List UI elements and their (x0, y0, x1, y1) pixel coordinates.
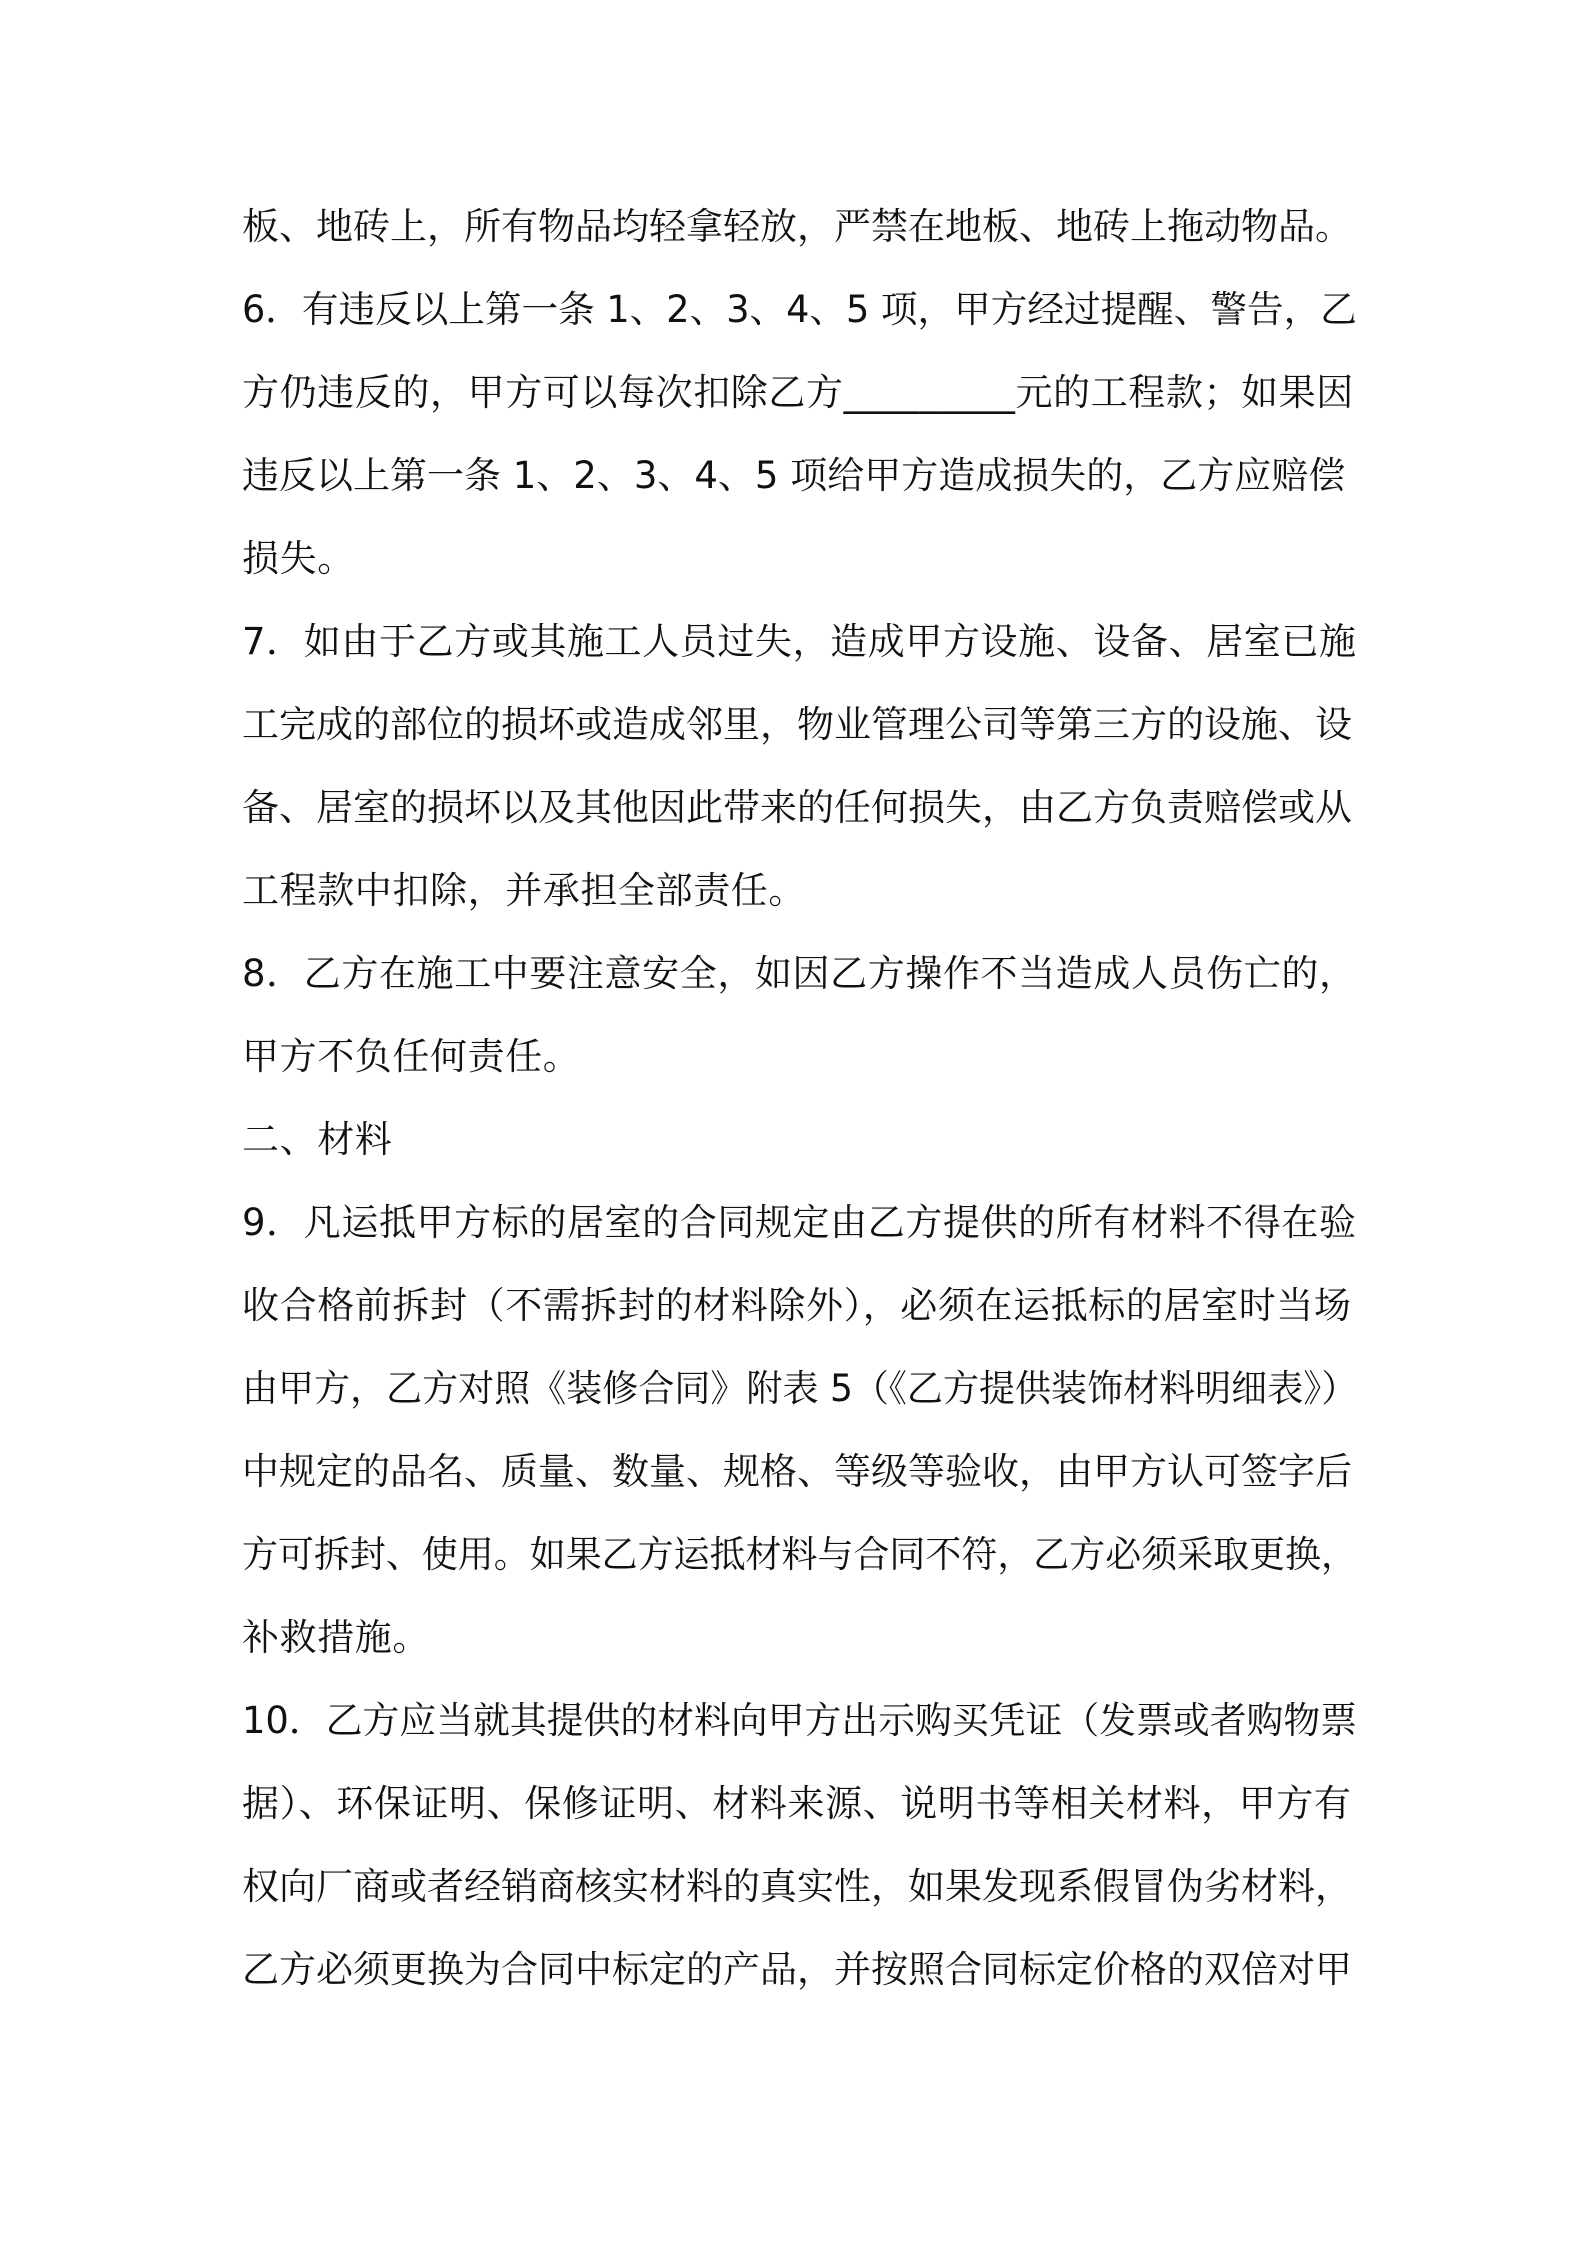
text-line: 9．凡运抵甲方标的居室的合同规定由乙方提供的所有材料不得在验 (242, 1201, 1357, 1244)
text-line: 板、地砖上，所有物品均轻拿轻放，严禁在地板、地砖上拖动物品。 (242, 205, 1352, 248)
text-line: 备、居室的损坏以及其他因此带来的任何损失，由乙方负责赔偿或从 (242, 786, 1352, 829)
text-line: 由甲方，乙方对照《装修合同》附表 5（《乙方提供装饰材料明细表》） (242, 1367, 1358, 1410)
text-line: 补救措施。 (242, 1616, 430, 1659)
text-line: 甲方不负任何责任。 (242, 1035, 581, 1078)
text-line: 8．乙方在施工中要注意安全，如因乙方操作不当造成人员伤亡的， (242, 952, 1357, 995)
text-line: 方仍违反的，甲方可以每次扣除乙方_________元的工程款；如果因 (242, 371, 1354, 414)
text-line: 乙方必须更换为合同中标定的产品，并按照合同标定价格的双倍对甲 (242, 1948, 1352, 1991)
section-heading: 二、材料 (242, 1118, 393, 1161)
text-line: 工程款中扣除，并承担全部责任。 (242, 869, 806, 912)
text-line: 10．乙方应当就其提供的材料向甲方出示购买凭证（发票或者购物票 (242, 1699, 1358, 1742)
text-line: 6．有违反以上第一条 1、2、3、4、5 项，甲方经过提醒、警告，乙 (242, 288, 1357, 331)
text-line: 7．如由于乙方或其施工人员过失，造成甲方设施、设备、居室已施 (242, 620, 1357, 663)
text-line: 收合格前拆封（不需拆封的材料除外），必须在运抵标的居室时当场 (242, 1284, 1352, 1327)
text-line: 违反以上第一条 1、2、3、4、5 项给甲方造成损失的，乙方应赔偿 (242, 454, 1346, 497)
text-line: 据）、环保证明、保修证明、材料来源、说明书等相关材料，甲方有 (242, 1782, 1352, 1825)
text-line: 方可拆封、使用。如果乙方运抵材料与合同不符，乙方必须采取更换， (242, 1533, 1357, 1576)
text-line: 工完成的部位的损坏或造成邻里，物业管理公司等第三方的设施、设 (242, 703, 1352, 746)
text-line: 损失。 (242, 537, 355, 580)
text-line: 中规定的品名、质量、数量、规格、等级等验收，由甲方认可签字后 (242, 1450, 1352, 1493)
text-line: 权向厂商或者经销商核实材料的真实性，如果发现系假冒伪劣材料， (242, 1865, 1352, 1908)
